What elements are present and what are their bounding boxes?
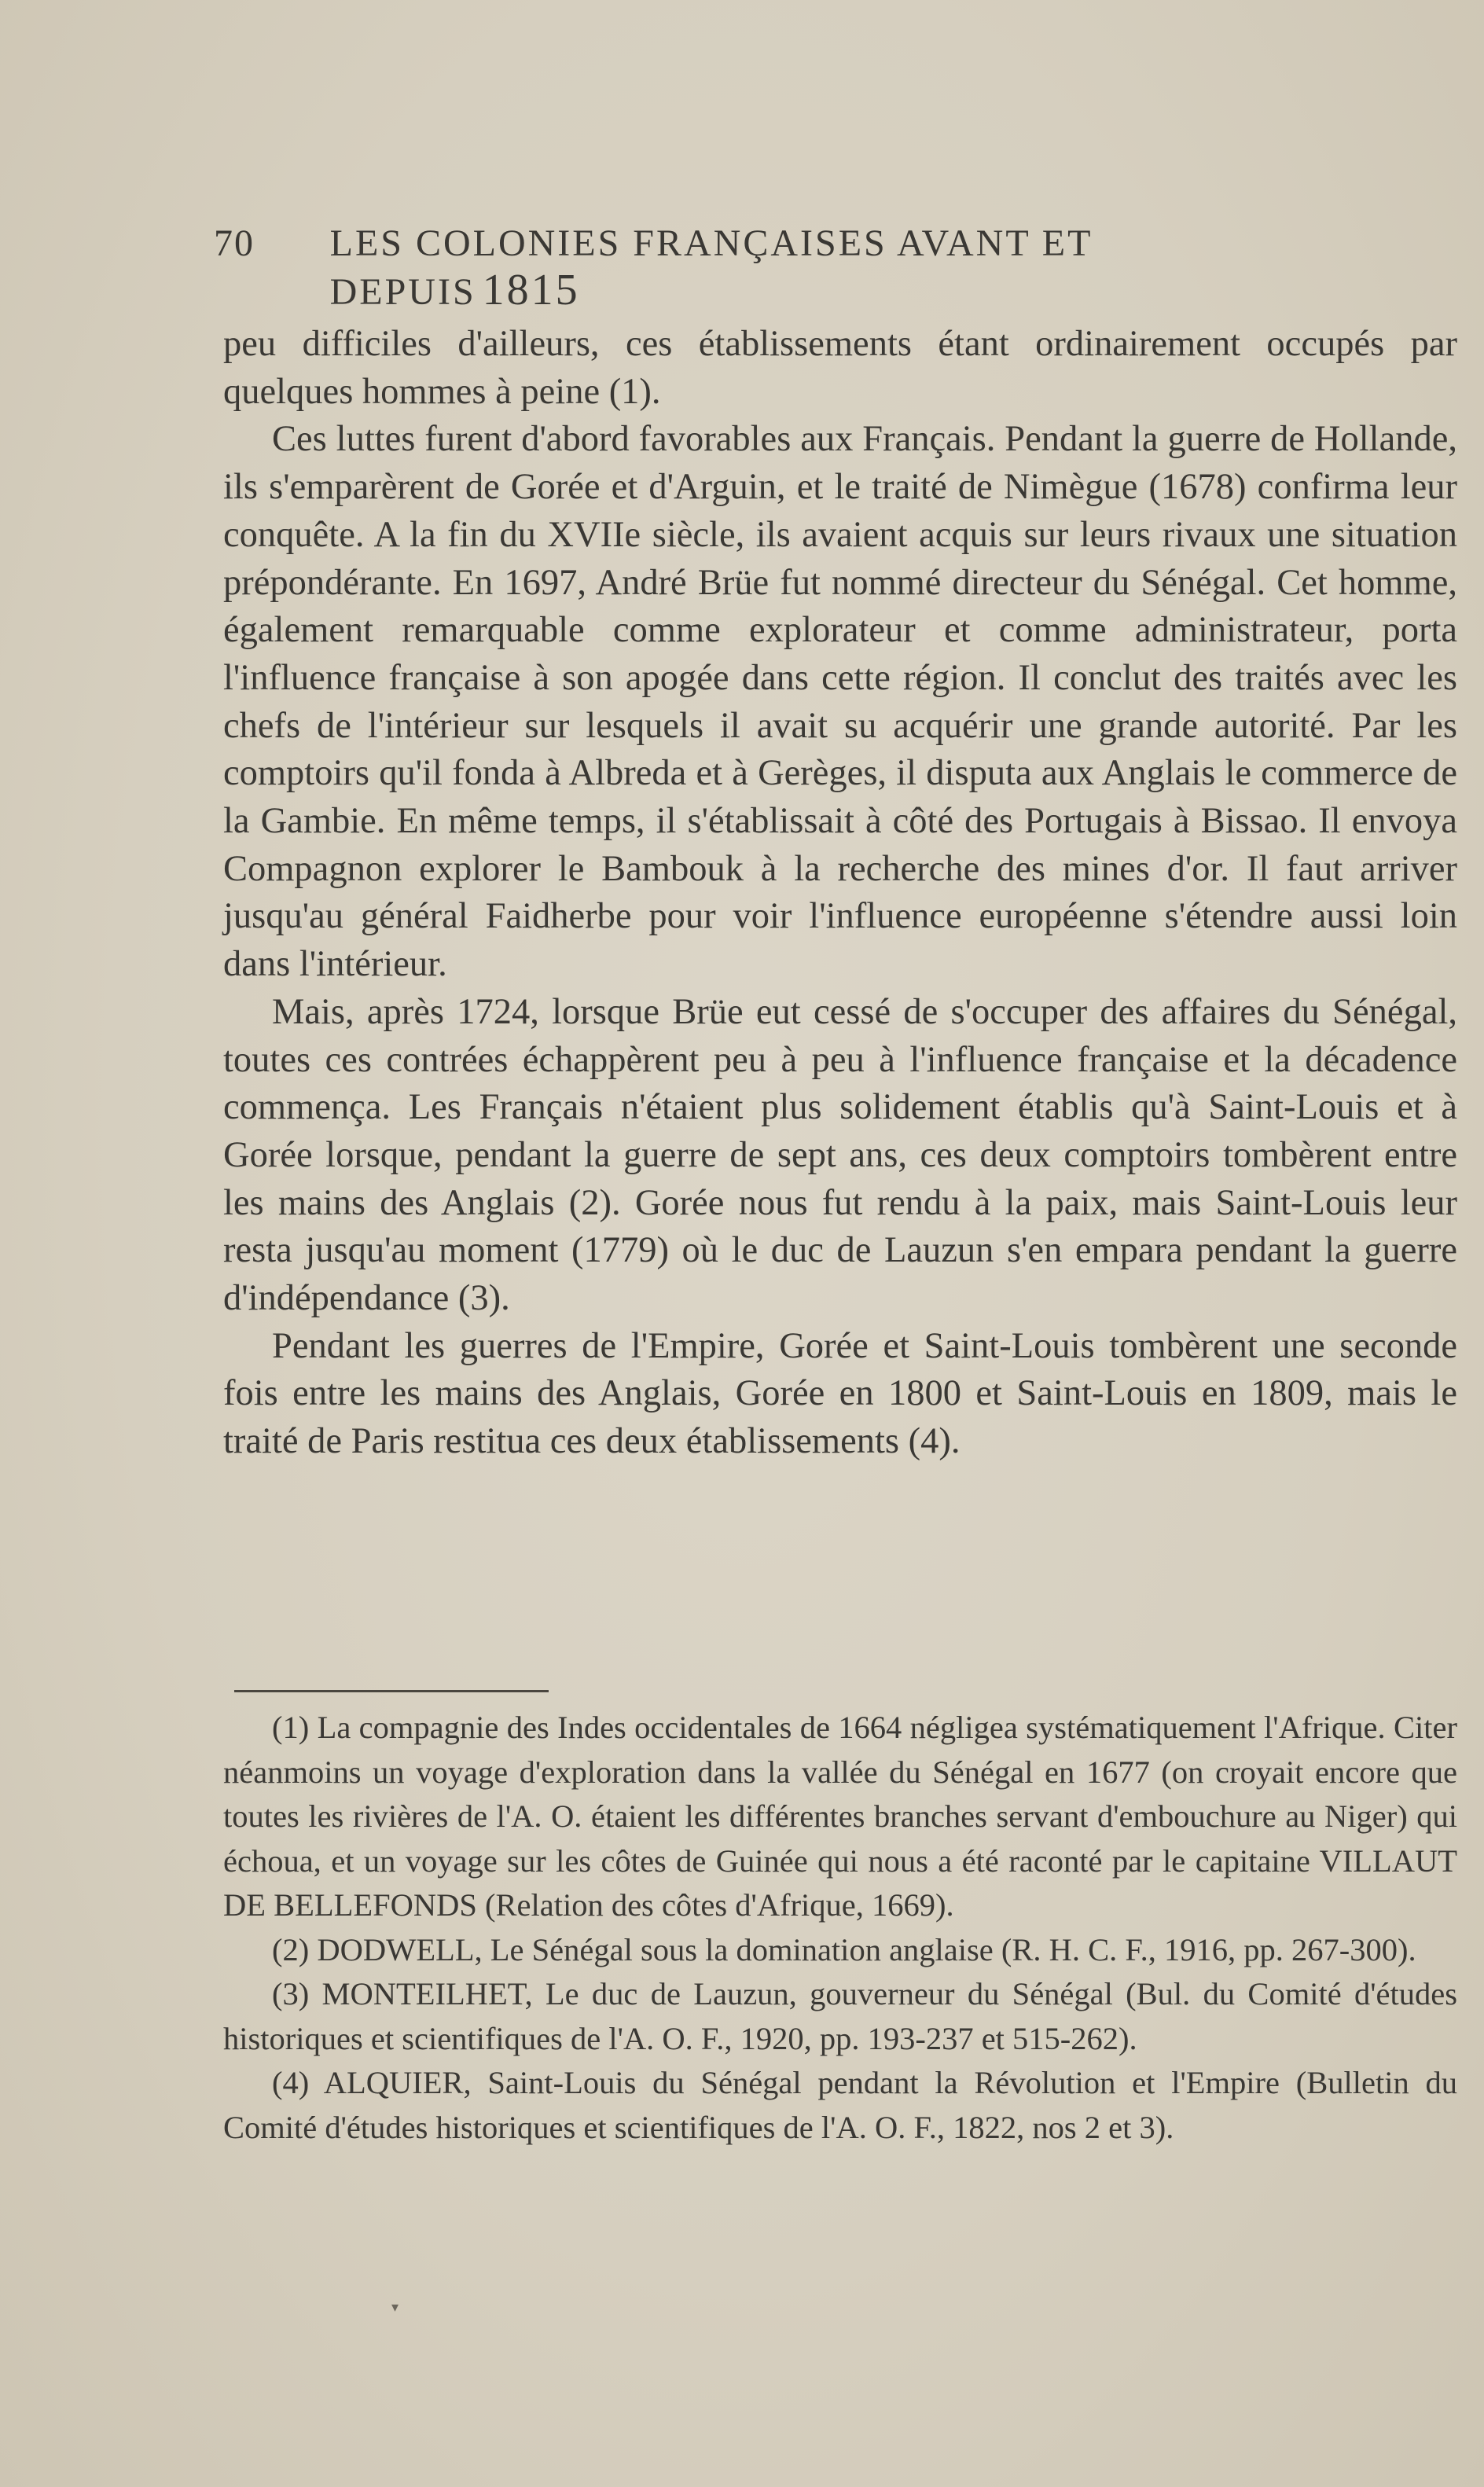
running-title-text: LES COLONIES FRANÇAISES AVANT ET DEPUIS <box>329 222 1093 313</box>
paragraph-continuation: peu difficiles d'ailleurs, ces établissements étant ordinairement occupés par quelques hommes à peine (1). <box>223 324 1457 412</box>
footnote: (2) DODWELL, Le Sénégal sous la domination anglaise (R. H. C. F., 1916, pp. 267-300). <box>272 1931 1416 1967</box>
footnote: (3) MONTEILHET, Le duc de Lauzun, gouverneur du Sénégal (Bul. du Comité d'études historiques et scientifiques de l'A. O. F., 1920, pp. 193-237 et 515-262). <box>223 1976 1457 2056</box>
running-header <box>214 222 1338 314</box>
footnote-divider <box>234 1690 549 1692</box>
running-title <box>330 222 1338 315</box>
paragraph: Mais, après 1724, lorsque Brüe eut cessé de s'occuper des affaires du Sénégal, toutes ces contrées échappèrent peu à peu à l'influence française et la décadence commença. Les Français n'étaient plus solidement établis qu'à Saint-Louis et à Gorée lorsque, pendant la guerre de sept ans, ces deux comptoirs tombèrent entre les mains des Anglais (2). Gorée nous fut rendu à la paix, mais Saint-Louis leur resta jusqu'au moment (1779) où le duc de Lauzun s'en empara pendant la guerre d'indépendance (3). <box>223 991 1457 1319</box>
page-number: 70 <box>214 222 255 264</box>
printer-mark: ▾ <box>391 2299 399 2315</box>
running-title-year: 1815 <box>482 266 580 314</box>
footnote: (1) La compagnie des Indes occidentales de 1664 négligea systématiquement l'Afrique. Citer néanmoins un voyage d'exploration dans la vallée du Sénégal en 1677 (on croyait encore que toutes les rivières de l'A. O. étaient les différentes branches servant d'embouchure au Niger) qui échoua, et un voyage sur les côtes de Guinée qui nous a été raconté par le capitaine VILLAUT DE BELLEFONDS (Relation des côtes d'Afrique, 1669). <box>223 1710 1457 1923</box>
paragraph: Ces luttes furent d'abord favorables aux Français. Pendant la guerre de Hollande, ils s'emparèrent de Gorée et d'Arguin, et le traité de Nimègue (1678) confirma leur conquête. A la fin du XVIIe siècle, ils avaient acquis sur leurs rivaux une situation prépondérante. En 1697, André Brüe fut nommé directeur du Sénégal. Cet homme, également remarquable comme explorateur et comme administrateur, porta l'influence française à son apogée dans cette région. Il conclut des traités avec les chefs de l'intérieur sur lesquels il avait su acquérir une grande autorité. Par les comptoirs qu'il fonda à Albreda et à Gerèges, il disputa aux Anglais le commerce de la Gambie. En même temps, il s'établissait à côté des Portugais à Bissao. Il envoya Compagnon explorer le Bambouk à la recherche des mines d'or. Il faut arriver jusqu'au général Faidherbe pour voir l'influence européenne s'étendre aussi loin dans l'intérieur. <box>223 419 1457 985</box>
footnote: (4) ALQUIER, Saint-Louis du Sénégal pendant la Révolution et l'Empire (Bulletin du Comité d'études historiques et scientifiques de l'A. O. F., 1822, nos 2 et 3). <box>223 2065 1457 2145</box>
paragraph: Pendant les guerres de l'Empire, Gorée et Saint-Louis tombèrent une seconde fois entre les mains des Anglais, Gorée en 1800 et Saint-Louis en 1809, mais le traité de Paris restitua ces deux établissements (4). <box>223 1325 1457 1462</box>
body-text <box>223 321 1457 1466</box>
footnotes <box>223 1706 1457 2150</box>
